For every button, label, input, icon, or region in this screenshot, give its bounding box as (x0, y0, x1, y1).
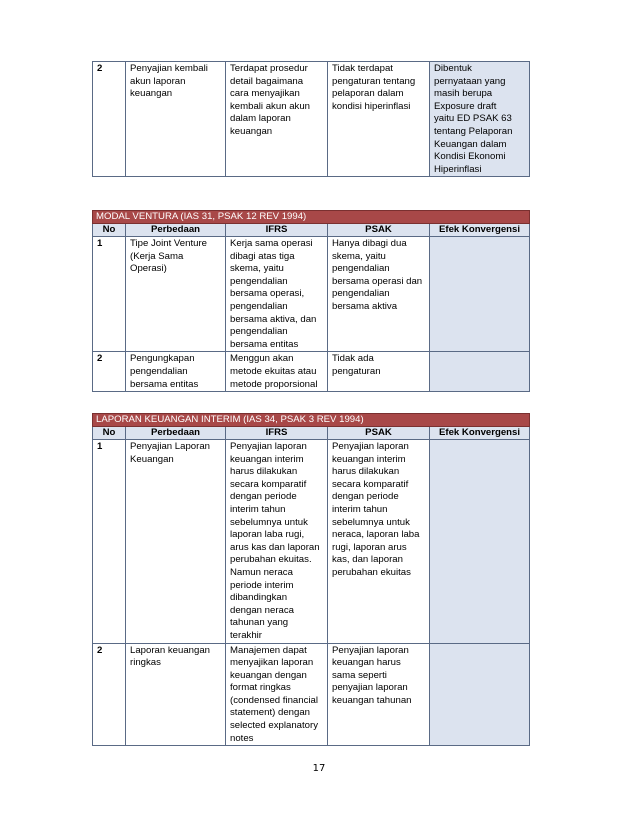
header-efek-konvergensi: Efek Konvergensi (430, 224, 530, 237)
header-no: No (93, 224, 126, 237)
ifrs-cell: Kerja sama operasi dibagi atas tiga skema, yaitu pengendalian bersama operasi, pengendalian bersama aktiva, dan pengendalian bersama entitas (226, 237, 328, 352)
perbedaan-cell: Penyajian Laporan Keuangan (126, 440, 226, 644)
table-title-row (93, 211, 530, 224)
perbedaan-cell: Tipe Joint Venture (Kerja Sama Operasi) (126, 237, 226, 352)
header-psak: PSAK (328, 427, 430, 440)
table-penyajian-continued (92, 61, 530, 177)
psak-cell: Tidak ada pengaturan (328, 352, 430, 392)
table-row (93, 643, 530, 746)
ifrs-cell: Manajemen dapat menyajikan laporan keuangan dengan format ringkas (condensed financial statement) dengan selected explanatory notes (226, 643, 328, 746)
header-ifrs: IFRS (226, 427, 328, 440)
page-number: 17 (312, 763, 326, 774)
efek-konvergensi-cell (430, 237, 530, 352)
row-number: 2 (93, 62, 126, 177)
header-ifrs: IFRS (226, 224, 328, 237)
header-perbedaan: Perbedaan (126, 427, 226, 440)
row-number: 1 (93, 237, 126, 352)
perbedaan-cell: Penyajian kembali akun laporan keuangan (126, 62, 226, 177)
table-laporan-keuangan-interim (92, 413, 530, 746)
table-title-row (93, 414, 530, 427)
table-title: LAPORAN KEUANGAN INTERIM (IAS 34, PSAK 3 REV 1994) (93, 414, 530, 427)
row-number: 2 (93, 643, 126, 746)
ifrs-cell: Menggun akan metode ekuitas atau metode proporsional (226, 352, 328, 392)
psak-cell: Tidak terdapat pengaturan tentang pelaporan dalam kondisi hiperinflasi (328, 62, 430, 177)
table-row (93, 62, 530, 177)
table-modal-ventura (92, 210, 530, 392)
table-row (93, 352, 530, 392)
table-header-row (93, 224, 530, 237)
header-perbedaan: Perbedaan (126, 224, 226, 237)
ifrs-cell: Terdapat prosedur detail bagaimana cara menyajikan kembali akun akun dalam laporan keuangan (226, 62, 328, 177)
efek-konvergensi-cell (430, 643, 530, 746)
row-number: 2 (93, 352, 126, 392)
psak-cell: Hanya dibagi dua skema, yaitu pengendalian bersama operasi dan pengendalian bersama aktiva (328, 237, 430, 352)
table-header-row (93, 427, 530, 440)
efek-konvergensi-cell: Dibentuk pernyataan yang masih berupa Exposure draft yaitu ED PSAK 63 tentang Pelaporan Keuangan dalam Kondisi Ekonomi Hiperinflasi (430, 62, 530, 177)
psak-cell: Penyajian laporan keuangan interim harus dilakukan secara komparatif dengan periode interim tahun sebelumnya untuk neraca, laporan laba rugi, laporan arus kas, dan laporan perubahan ekuitas (328, 440, 430, 644)
header-efek-konvergensi: Efek Konvergensi (430, 427, 530, 440)
perbedaan-cell: Pengungkapan pengendalian bersama entitas (126, 352, 226, 392)
header-psak: PSAK (328, 224, 430, 237)
ifrs-cell: Penyajian laporan keuangan interim harus dilakukan secara komparatif dengan periode interim tahun sebelumnya untuk laporan laba rugi, arus kas dan laporan perubahan ekuitas. Namun neraca periode interim dibandingkan dengan neraca tahunan yang terakhir (226, 440, 328, 644)
table-row (93, 237, 530, 352)
table-row (93, 440, 530, 644)
row-number: 1 (93, 440, 126, 644)
perbedaan-cell: Laporan keuangan ringkas (126, 643, 226, 746)
efek-konvergensi-cell (430, 352, 530, 392)
psak-cell: Penyajian laporan keuangan harus sama seperti penyajian laporan keuangan tahunan (328, 643, 430, 746)
table-title: MODAL VENTURA (IAS 31, PSAK 12 REV 1994) (93, 211, 530, 224)
efek-konvergensi-cell (430, 440, 530, 644)
header-no: No (93, 427, 126, 440)
